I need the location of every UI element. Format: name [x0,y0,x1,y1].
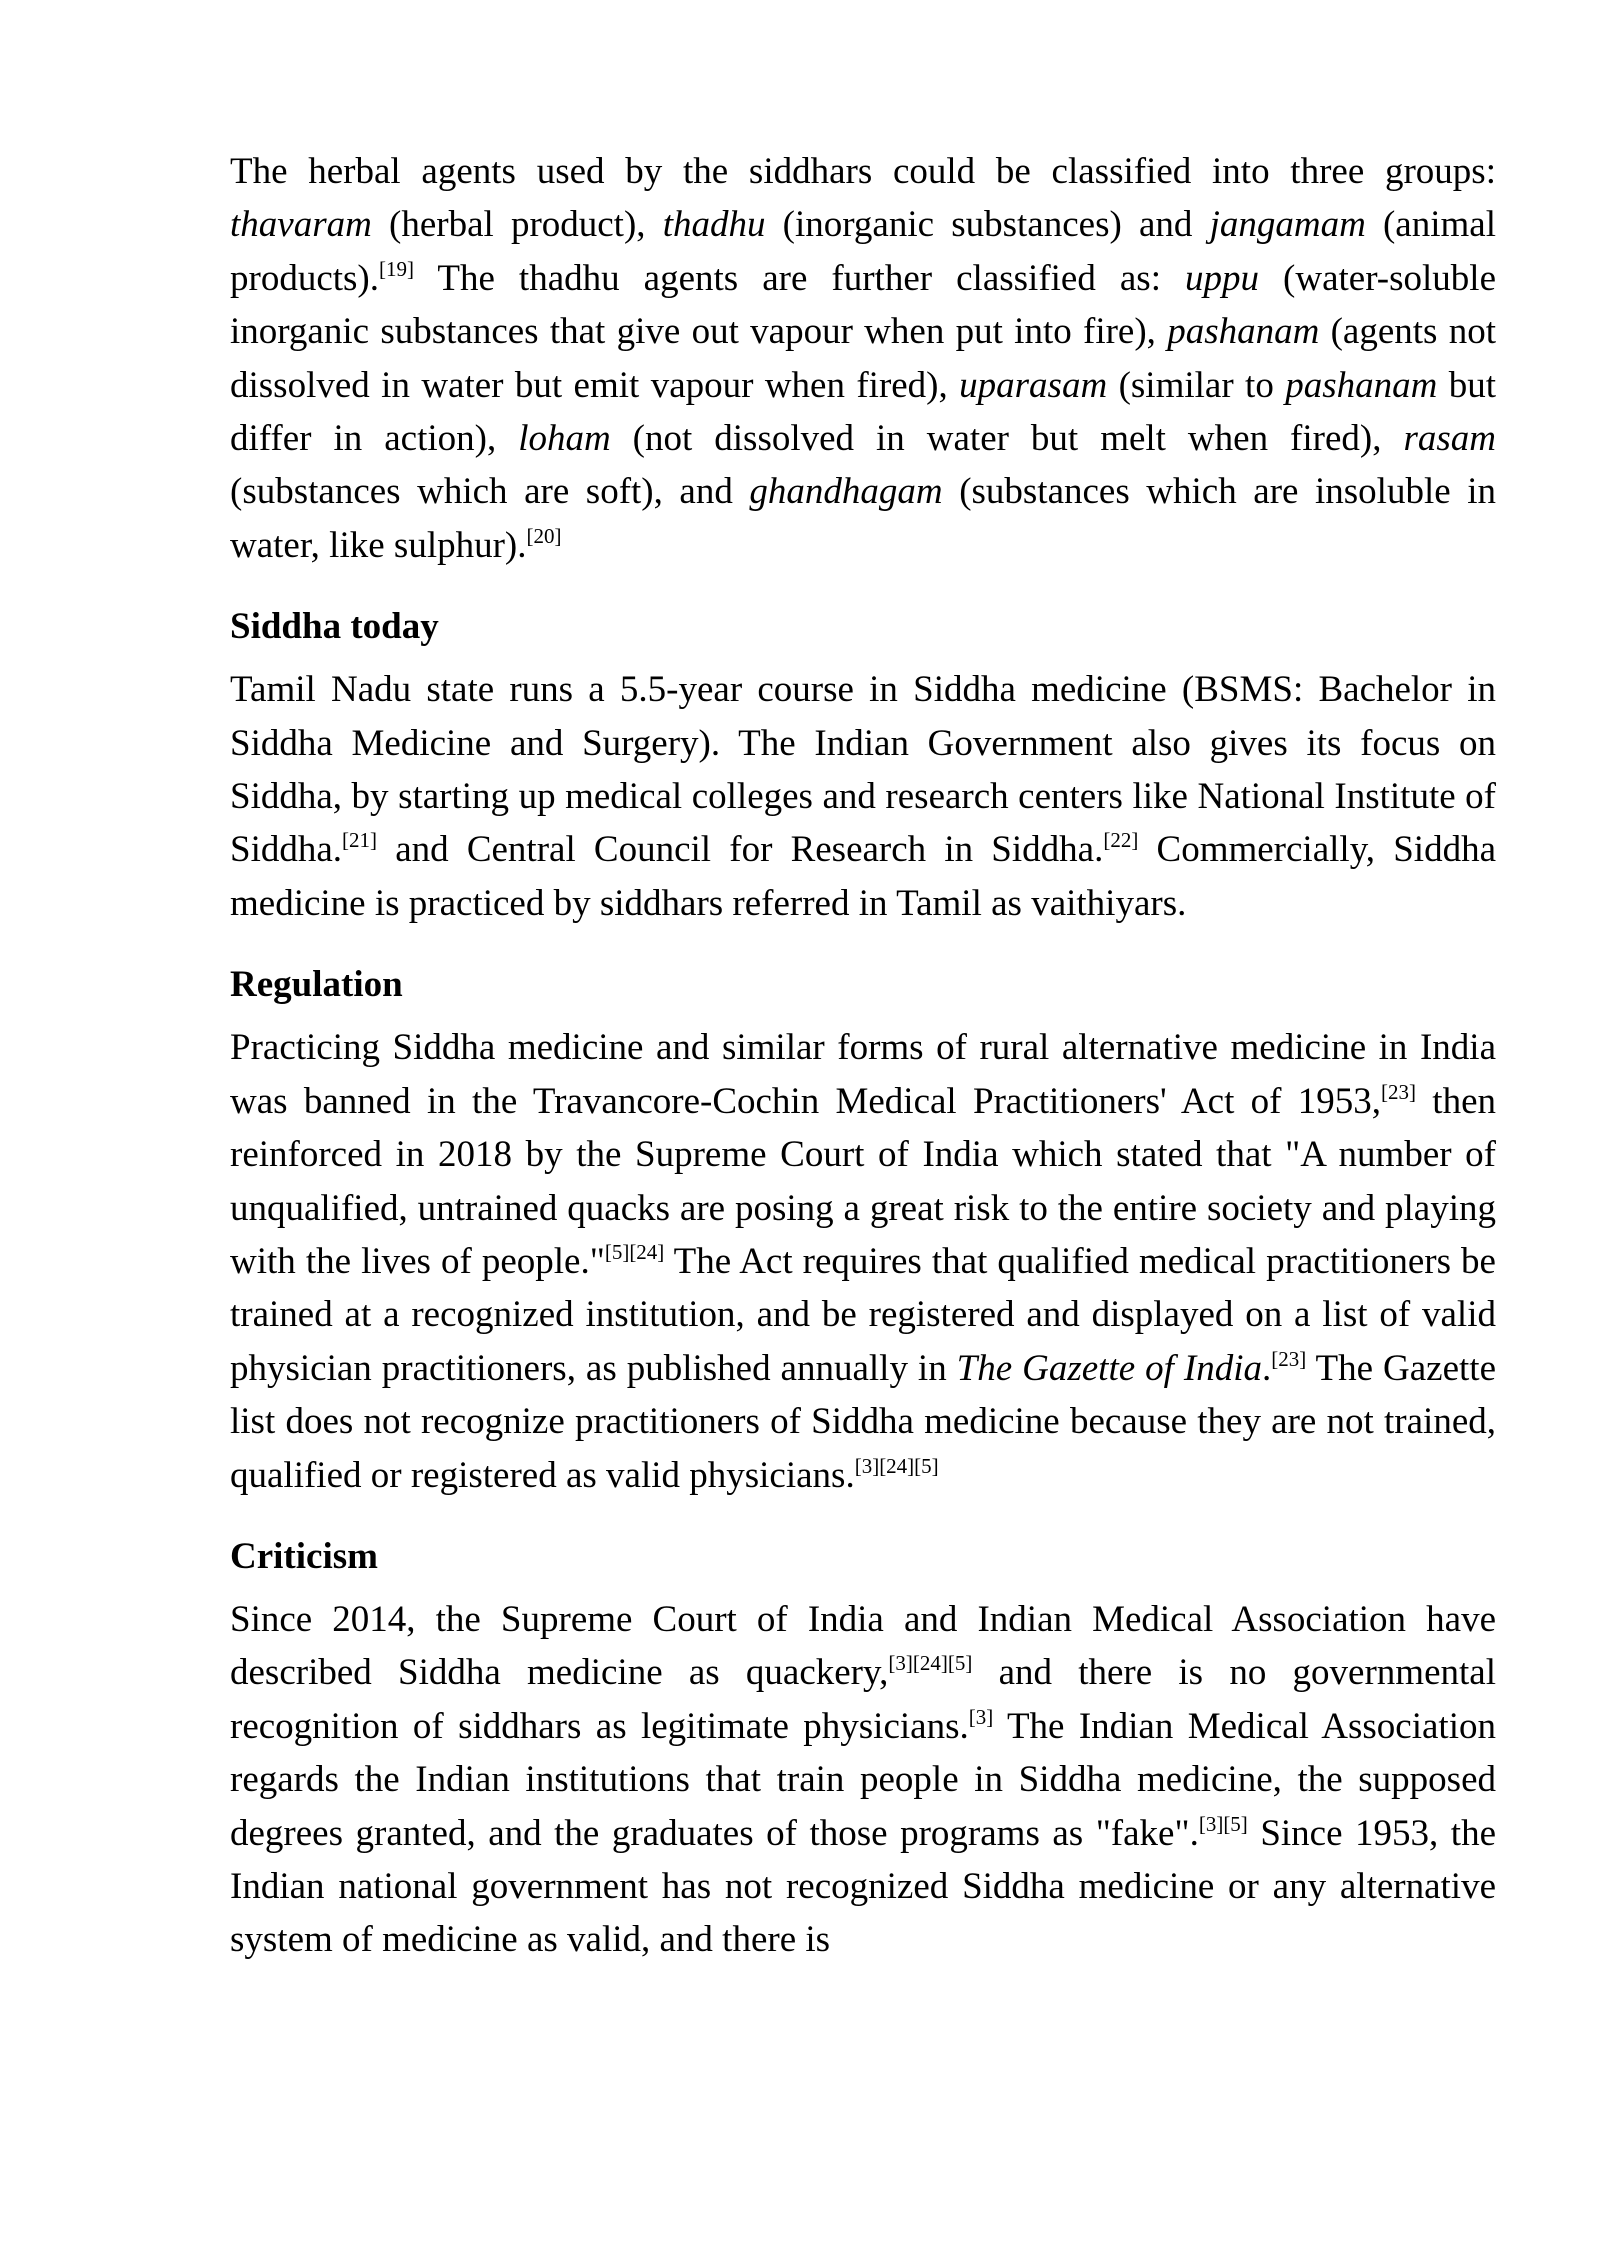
term-uparasam: uparasam [959,364,1108,406]
paragraph-text: but differ in action), [230,364,1496,460]
citation-3-5[interactable]: [3][5] [1198,1811,1248,1836]
term-pashanam: pashanam [1167,311,1320,353]
paragraph-text: The Indian Medical Association regards the Indian institutions that train people in Siddha medicine, the supposed degrees granted, and the graduates of those programs as "fake". [230,1705,1496,1854]
paragraph-text: Since 1953, the Indian national government has not recognized Siddha medicine or any alternative system of medicine as valid, and there is [230,1812,1497,1961]
paragraph-text: (agents not dissolved in water but emit vapour when fired), [230,311,1497,406]
term-loham: loham [518,418,611,460]
citation-3-24-5[interactable]: [3][24][5] [888,1651,973,1676]
citation-3-24-5[interactable]: [3][24][5] [854,1453,939,1478]
paragraph-text: The Gazette list does not recognize practitioners of Siddha medicine because they are not trained, qualified or registered as valid physicians. [230,1347,1496,1496]
document-page [230,145,1496,1995]
heading-criticism: Criticism [230,1535,378,1577]
paragraph-text: (not dissolved in water but melt when fired), [610,418,1404,460]
paragraph-text: (substances which are soft), and [230,471,750,513]
paragraph-regulation [230,1021,1496,1502]
citation-5-24[interactable]: [5][24] [604,1239,665,1264]
citation-23[interactable]: [23] [1271,1346,1307,1371]
term-uppu: uppu [1185,257,1260,299]
paragraph-text: Commercially, Siddha medicine is practiced by siddhars referred in Tamil as vaithiyars. [230,829,1497,924]
paragraph-herbal-agents [230,145,1496,572]
paragraph-text: (substances which are insoluble in water, like sulphur). [230,471,1496,566]
citation-23[interactable]: [23] [1381,1079,1416,1104]
paragraph-text: Since 2014, the Supreme Court of India and Indian Medical Association have described Siddha medicine as quackery, [230,1598,1496,1694]
citation-3[interactable]: [3] [968,1704,994,1729]
paragraph-text: and there is no governmental recognition of siddhars as legitimate physicians. [230,1652,1496,1747]
citation-22[interactable]: [22] [1103,828,1139,853]
term-jangamam: jangamam [1209,204,1366,246]
paragraph-text: (water-soluble inorganic substances that give out vapour when put into fire), [230,257,1496,353]
paragraph-siddha-today [230,663,1496,930]
paragraph-text: (herbal product), [371,204,663,246]
paragraph-text: Tamil Nadu state runs a 5.5-year course in Siddha medicine (BSMS: Bachelor in Siddha Medicine and Surgery). The Indian Government also gives its focus on Siddha, by starting up medical colleges and research centers like National Institute of Siddha. [230,669,1496,871]
term-rasam: rasam [1403,418,1496,460]
paragraph-text: The thadhu agents are further classified as: [414,257,1186,299]
paragraph-criticism [230,1593,1496,1967]
term-pashanam: pashanam [1285,364,1438,406]
citation-20[interactable]: [20] [526,523,562,548]
heading-regulation: Regulation [230,964,403,1006]
term-ghandhagam: ghandhagam [749,471,943,513]
title-gazette-of-india: The Gazette of India [956,1347,1262,1389]
term-thavaram: thavaram [230,204,372,246]
heading-siddha-today: Siddha today [230,606,439,648]
paragraph-text: (similar to [1107,364,1286,406]
paragraph-text: The Act requires that qualified medical practitioners be trained at a recognized institution, and be registered and displayed on a list of valid physician practitioners, as published annually in [230,1240,1496,1389]
citation-19[interactable]: [19] [379,256,414,281]
paragraph-text: Practicing Siddha medicine and similar forms of rural alternative medicine in India was banned in the Travancore-Cochin Medical Practitioners' Act of 1953, [230,1027,1496,1122]
paragraph-text: (inorganic substances) and [765,204,1210,246]
paragraph-text: and Central Council for Research in Siddha. [377,829,1104,871]
paragraph-text: The herbal agents used by the siddhars could be classified into three groups: [230,151,1496,192]
paragraph-text: . [1261,1347,1272,1389]
term-thadhu: thadhu [662,204,766,246]
paragraph-text: then reinforced in 2018 by the Supreme Court of India which stated that "A number of unqualified, untrained quacks are posing a great risk to the entire society and playing with the lives of people." [230,1080,1496,1282]
citation-21[interactable]: [21] [342,828,378,853]
paragraph-text: (animal products). [230,204,1496,299]
